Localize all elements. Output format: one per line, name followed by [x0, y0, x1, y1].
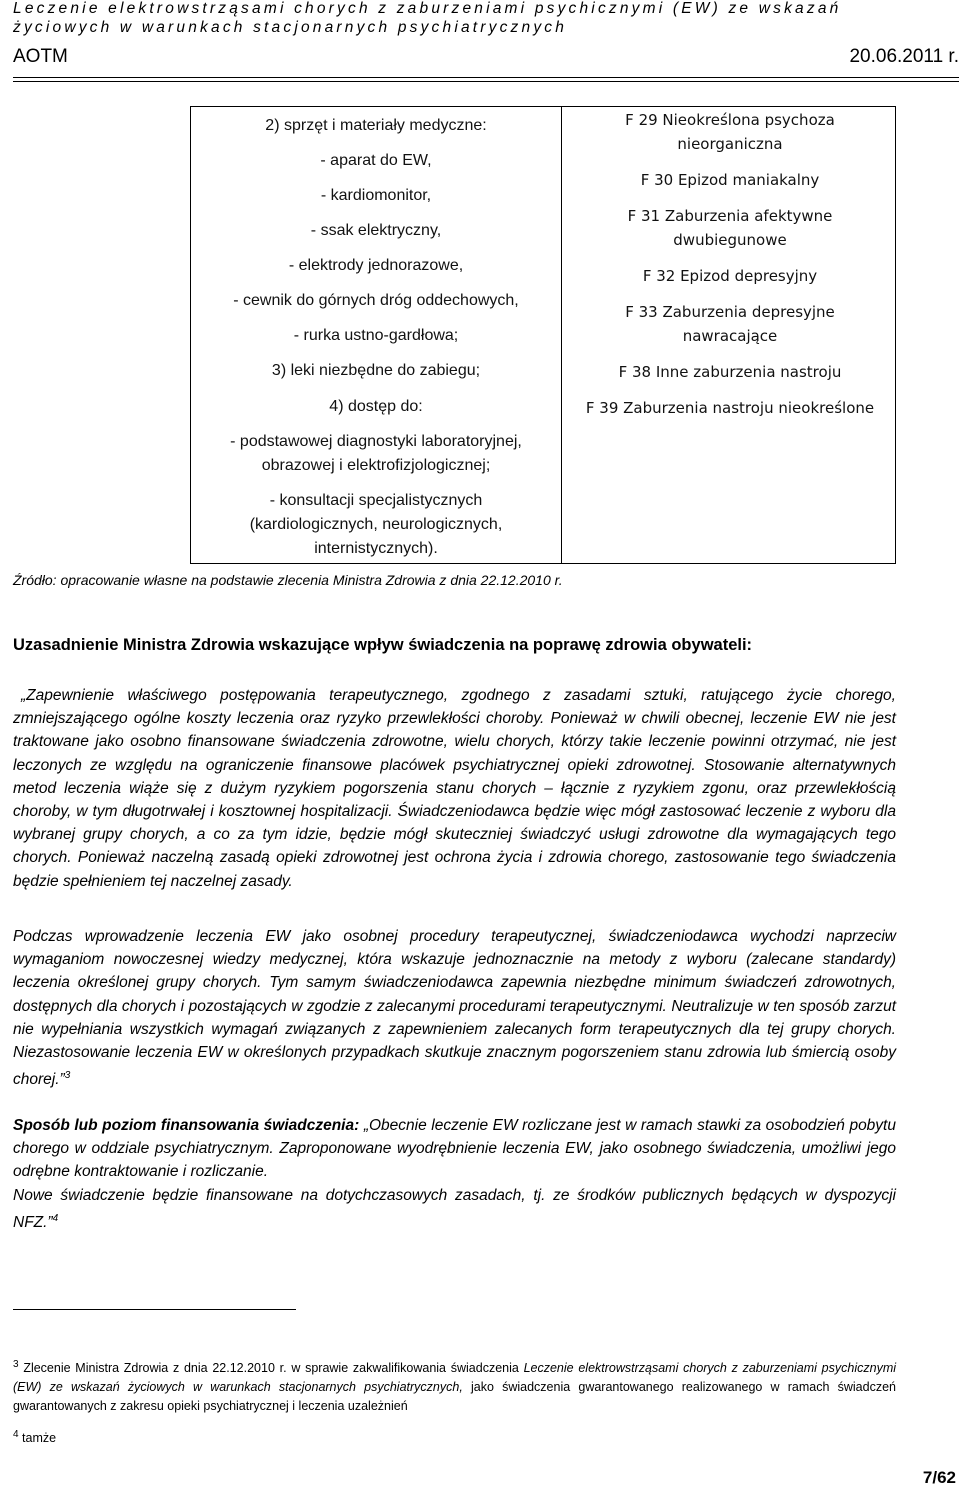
- footnote-3-text-a: Zlecenie Ministra Zdrowia z dnia 22.12.2010 r. w sprawie zakwalifikowania świadczenia: [23, 1361, 524, 1376]
- table-right-item: F 31 Zaburzenia afektywne: [627, 207, 833, 225]
- footnote-3: [13, 1355, 896, 1416]
- table-right-item: F 32 Epizod depresyjny: [642, 267, 818, 285]
- table-left-item: - kardiomonitor,: [320, 187, 432, 204]
- header-row: [13, 46, 959, 68]
- footnote-3-number: 3: [13, 1359, 19, 1370]
- table-left-item: - podstawowej diagnostyki laboratoryjnej,: [230, 433, 522, 450]
- table-left-item: internistycznych).: [314, 540, 438, 557]
- page-number: 7/62: [922, 1468, 956, 1487]
- footnote-separator: [13, 1309, 296, 1310]
- document-title-line-1: Leczenie elektrowstrząsami chorych z zaburzeniami psychicznymi (EW) ze wskazań: [13, 0, 842, 17]
- table-left-item: 3) leki niezbędne do zabiegu;: [271, 362, 481, 379]
- justification-paragraph-1: „Zapewnienie właściwego postępowania terapeutycznego, zgodnego z zasadami sztuki, ratującego życie chorego, zmniejszającego ogólne koszty leczenia oraz ryzyko przewlekłości choroby. Ponieważ w chwili obecnej, leczenie EW nie jest traktowane jako osobno finansowane świadczenia zdrowotne, wielu chorych, którzy takie leczenie powinni otrzymać, nie jest leczonych ze względu na ograniczenie finansowe placówek psychiatrycznej opieki zdrowotnej. Stosowanie alternatywnych metod leczenia wiąże się z dużym ryzykiem pogorszenia stanu chorych – łącznie z ryzykiem zgonu, oraz przewlekłością choroby, w tym długotrwałej i kosztownej hospitalizacji. Świadczeniodawca będzie więc mógł zastosować leczenie z wyboru dla wybranej grupy chorych, a co za tym idzie, będzie mógł skuteczniej świadczyć usługi zdrowotne dla wymagających tego chorych. Ponieważ naczelną zasadą opieki zdrowotnej jest ochrona życia i zdrowia chorego, zastosowanie tego świadczenia będzie spełnieniem tej naczelnej zasady.: [13, 687, 896, 890]
- table-right-item: F 38 Inne zaburzenia nastroju: [618, 363, 842, 381]
- requirements-table: [190, 106, 896, 564]
- financing-quote: „Obecnie leczenie EW rozliczane jest w ramach stawki za osobodzień pobytu chorego w oddziale psychiatrycznym. Zaproponowane wyodrębnienie leczenia EW, jako osobnego świadczenia, umożliwi jego odrębne kontraktowanie i rozliczanie.: [13, 1117, 896, 1181]
- table-right-item: F 30 Epizod maniakalny: [640, 171, 820, 189]
- table-left-item: 2) sprzęt i materiały medyczne:: [265, 117, 487, 134]
- header-rule-thin: [13, 81, 959, 82]
- footnote-3-service-name: Leczenie elektrowstrząsami chorych z zaburzeniami psychicznymi (EW) ze wskazań życiowych w warunkach stacjonarnych psychiatrycznych,: [13, 1361, 897, 1395]
- financing-section: [13, 1114, 896, 1234]
- footnote-4: [13, 1425, 896, 1448]
- table-left-item: - elektrody jednorazowe,: [288, 257, 464, 274]
- footnote-reference-4: 4: [52, 1212, 59, 1224]
- table-column-divider: [561, 107, 562, 563]
- table-left-item: - aparat do EW,: [320, 152, 432, 169]
- footnote-4-number: 4: [13, 1429, 19, 1440]
- financing-label: Sposób lub poziom finansowania świadczenia:: [13, 1117, 360, 1134]
- footnote-4-text: tamże: [22, 1431, 57, 1446]
- table-right-item: nawracające: [682, 327, 778, 345]
- header-rule: [13, 77, 959, 78]
- footnote-3-text-b: jako świadczenia gwarantowanego realizowanego w ramach świadczeń gwarantowanych z zakresu opieki psychiatrycznej i leczenia uzależnień: [13, 1380, 896, 1414]
- justification-heading: Uzasadnienie Ministra Zdrowia wskazujące wpływ świadczenia na poprawę zdrowia obywateli:: [13, 636, 753, 654]
- page-current: 7: [922, 1468, 933, 1487]
- table-left-item: - konsultacji specjalistycznych: [269, 492, 483, 509]
- table-right-item: F 33 Zaburzenia depresyjne: [625, 303, 835, 321]
- document-date: 20.06.2011 r.: [849, 46, 959, 67]
- table-right-item: dwubiegunowe: [673, 231, 787, 249]
- table-left-item: 4) dostęp do:: [329, 398, 423, 415]
- table-left-item: obrazowej i elektrofizjologicznej;: [261, 457, 491, 474]
- table-left-item: - ssak elektryczny,: [310, 222, 442, 239]
- financing-note: Nowe świadczenie będzie finansowane na dotychczasowych zasadach, tj. ze środków publicznych będących w dyspozycji NFZ.”: [13, 1186, 896, 1231]
- table-right-item: F 29 Nieokreślona psychoza: [625, 111, 835, 129]
- table-left-item: - rurka ustno-gardłowa;: [293, 327, 459, 344]
- justification-paragraph-2-text: Podczas wprowadzenie leczenia EW jako osobnej procedury terapeutycznej, świadczeniodawca wychodzi naprzeciw wymaganiom nowoczesnej wiedzy medycznej, która wskazuje jednoznacznie na metody z wyboru (zalecane standardy) leczenia określonej grupy chorych. Tym samym świadczeniodawca zapewnia niezbędne minimum świadczeń zdrowotnych, dostępnych dla chorych i pozostających w zgodzie z zalecanymi procedurami terapeutycznymi. Neutralizuje w ten sposób zarzut nie wypełniania wszystkich wymagań związanych z zapewnieniem zalecanych form terapeutycznych dla tej grupy chorych. Niezastosowanie leczenia EW w określonych przypadkach skutkuje znacznym pogorszeniem stanu zdrowia lub śmiercią osoby chorej.”: [13, 928, 896, 1089]
- table-right-item: F 39 Zaburzenia nastroju nieokreślone: [585, 399, 875, 417]
- document-title-line-2: życiowych w warunkach stacjonarnych psychiatrycznych: [13, 19, 568, 36]
- organization-label: AOTM: [13, 46, 68, 67]
- page-total: 62: [937, 1468, 956, 1487]
- table-source-note: Źródło: opracowanie własne na podstawie zlecenia Ministra Zdrowia z dnia 22.12.2010 r.: [13, 572, 563, 588]
- table-left-item: - cewnik do górnych dróg oddechowych,: [233, 292, 519, 309]
- table-left-item: (kardiologicznych, neurologicznych,: [249, 516, 503, 533]
- table-right-item: nieorganiczna: [677, 135, 783, 153]
- justification-paragraph-2: [13, 925, 896, 1092]
- footnote-reference-3: 3: [64, 1070, 71, 1082]
